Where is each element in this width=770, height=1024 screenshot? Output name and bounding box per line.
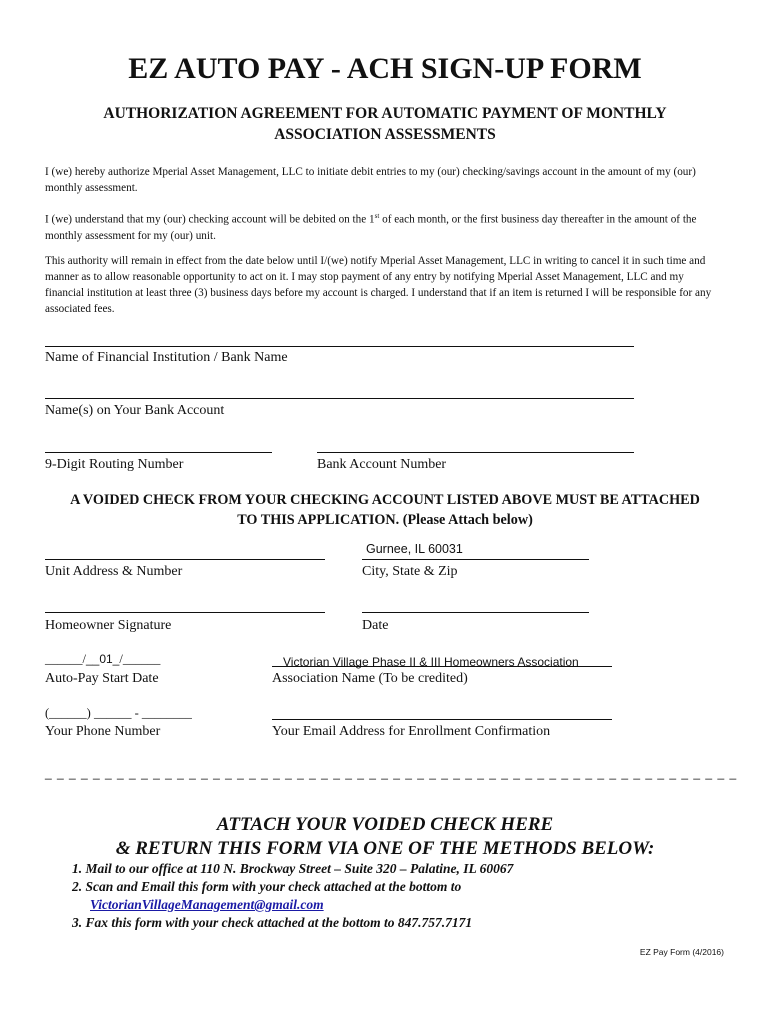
method-mail: 1. Mail to our office at 110 N. Brockway Street – Suite 320 – Palatine, IL 60067 <box>72 861 514 876</box>
association-name-field[interactable] <box>272 666 612 667</box>
voided-line-1: A VOIDED CHECK FROM YOUR CHECKING ACCOUNT LISTED ABOVE MUST BE ATTACHED <box>70 492 700 508</box>
city-state-zip-label: City, State & Zip <box>362 564 458 579</box>
city-state-zip-field[interactable] <box>362 559 589 560</box>
phone-number-label: Your Phone Number <box>45 724 161 739</box>
city-state-zip-value: Gurnee, IL 60031 <box>366 542 463 556</box>
unit-address-label: Unit Address & Number <box>45 564 183 579</box>
signature-field[interactable] <box>45 612 325 613</box>
subtitle-line-1: AUTHORIZATION AGREEMENT FOR AUTOMATIC PAYMENT OF MONTHLY <box>103 105 667 122</box>
form-title: EZ AUTO PAY - ACH SIGN-UP FORM <box>128 52 642 85</box>
email-link[interactable]: VictorianVillageManagement@gmail.com <box>90 897 324 912</box>
account-names-label: Name(s) on Your Bank Account <box>45 403 225 418</box>
signature-label: Homeowner Signature <box>45 618 172 633</box>
association-name-label: Association Name (To be credited) <box>272 671 468 686</box>
attach-line-2: & RETURN THIS FORM VIA ONE OF THE METHODS BELOW: <box>115 838 655 859</box>
bank-name-field[interactable] <box>45 346 634 347</box>
debit-paragraph <box>45 208 725 244</box>
voided-line-2: TO THIS APPLICATION. (Please Attach below) <box>237 512 533 528</box>
start-date-suffix: /______ <box>119 652 161 666</box>
form-subtitle <box>40 103 730 145</box>
start-date-label: Auto-Pay Start Date <box>45 671 159 686</box>
account-number-label: Bank Account Number <box>317 457 447 472</box>
start-date-field[interactable] <box>45 652 160 667</box>
email-address-field[interactable] <box>272 719 612 720</box>
method-email: 2. Scan and Email this form with your check attached at the bottom to <box>72 879 462 894</box>
routing-number-label: 9-Digit Routing Number <box>45 457 184 472</box>
authorization-paragraph: I (we) hereby authorize Mperial Asset Management, LLC to initiate debit entries to my (our) checking/savings account in the amount of my (our) monthly assessment. <box>45 166 696 194</box>
routing-number-field[interactable] <box>45 452 272 453</box>
cut-line: _ _ _ _ _ _ _ _ _ _ _ _ _ _ _ _ _ _ _ _ _ _ _ _ _ _ _ _ _ _ _ _ _ _ _ _ _ _ _ _ _ _ _ _ _ _ _ _ _ _ _ _ _ _ _ _ _ _ <box>45 766 738 780</box>
phone-number-field[interactable]: (______) ______ - ________ <box>45 706 192 720</box>
debit-text-before: I (we) understand that my (our) checking account will be debited on the 1 <box>45 213 375 226</box>
subtitle-line-2: ASSOCIATION ASSESSMENTS <box>274 126 496 143</box>
start-date-month: __01_ <box>85 652 120 666</box>
voided-check-notice <box>30 490 740 530</box>
attach-line-1: ATTACH YOUR VOIDED CHECK HERE <box>216 814 554 835</box>
form-version-footer: EZ Pay Form (4/2016) <box>639 947 724 957</box>
account-number-field[interactable] <box>317 452 634 453</box>
ordinal-suffix: st <box>374 212 380 220</box>
unit-address-field[interactable] <box>45 559 325 560</box>
return-methods-list <box>72 860 513 932</box>
bank-name-label: Name of Financial Institution / Bank Name <box>45 350 288 365</box>
method-fax: 3. Fax this form with your check attached at the bottom to 847.757.7171 <box>72 915 473 930</box>
method-email-address-row <box>72 896 513 914</box>
attach-instructions <box>0 813 770 861</box>
date-label: Date <box>362 618 389 633</box>
debit-text-after: of each month, or the first business day thereafter in the amount of the monthly assessment for my (our) unit. <box>45 213 697 242</box>
email-address-label: Your Email Address for Enrollment Confirmation <box>272 724 551 739</box>
association-name-value: Victorian Village Phase II & III Homeowners Association <box>283 655 579 669</box>
start-date-prefix: ______/ <box>45 652 86 666</box>
date-field[interactable] <box>362 612 589 613</box>
authority-paragraph: This authority will remain in effect from the date below until I/(we) notify Mperial Asset Management, LLC in writing to cancel it in such time and manner as to allow reasonable opportunity to act on it. I may stop payment of any entry by notifying Mperial Asset Management, LLC and my financial institution at least three (3) business days before my account is charged. I understand that if an item is returned I will be responsible for any associated fees. <box>45 255 712 315</box>
account-names-field[interactable] <box>45 398 634 399</box>
